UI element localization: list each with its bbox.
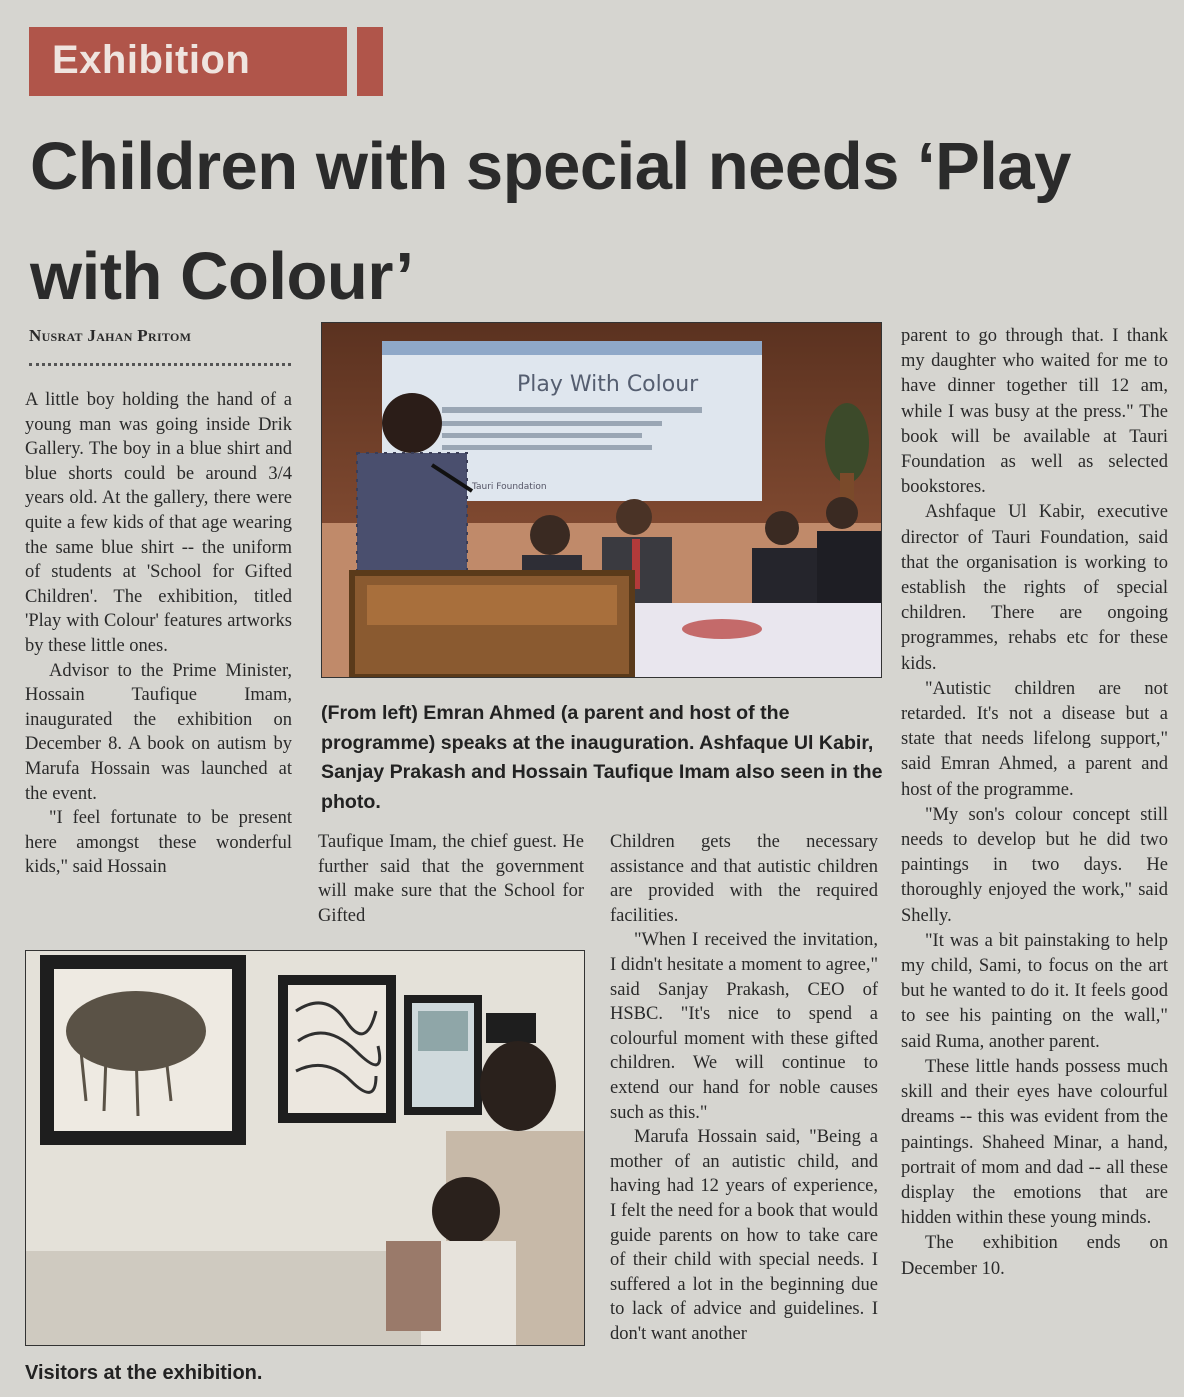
- headline: Children with special needs ‘Play with Colour’: [30, 129, 1071, 314]
- paragraph: Children gets the necessary assistance and that autistic children are provided with the required facilities.: [610, 832, 878, 926]
- article-column-3: [610, 830, 878, 1346]
- paragraph: Taufique Imam, the chief guest. He further said that the government will make sure that the School for Gifted: [318, 832, 584, 926]
- visitors-photo-image: [26, 951, 584, 1345]
- paragraph: Advisor to the Prime Minister, Hossain Taufique Imam, inaugurated the exhibition on December 8. A book on autism by Marufa Hossain was launched at the event.: [25, 660, 292, 804]
- paragraph: Marufa Hossain said, "Being a mother of an autistic child, and having had 12 years of experience, I felt the need for a book that would guide parents on how to take care of their child with special needs. I suffered a lot in the beginning due to lack of advice and guidelines. I don't want another: [610, 1127, 878, 1344]
- inauguration-photo-caption: (From left) Emran Ahmed (a parent and host of the programme) speaks at the inauguration. Ashfaque Ul Kabir, Sanjay Prakash and Hossain Taufique Imam also seen in the photo.: [321, 702, 883, 813]
- article-column-4: [901, 324, 1168, 1282]
- paragraph: The exhibition ends on December 10.: [901, 1233, 1168, 1279]
- banner-title: Play With Colour: [517, 372, 699, 397]
- article-column-2: [318, 830, 584, 928]
- paragraph: These little hands possess much skill and their eyes have colourful dreams -- this was evident from the paintings. Shaheed Minar, a hand, portrait of mom and dad -- all these display the emotions that are hidden within these young minds.: [901, 1056, 1168, 1229]
- paragraph: A little boy holding the hand of a young man was going inside Drik Gallery. The boy in a blue shirt and blue shorts could be around 3/4 years old. At the gallery, there were quite a few kids of that age wearing the same blue shirt -- the uniform of students at 'School for Gifted Children'. The exhibition, titled 'Play with Colour' features artworks by these little ones.: [25, 390, 292, 656]
- byline: Nusrat Jahan Pritom: [29, 326, 192, 345]
- article-column-1: [25, 388, 292, 880]
- paragraph: parent to go through that. I thank my daughter who waited for me to have dinner together till 12 am, while I was busy at the press." The book will be available at Tauri Foundation as well as selected bookstores.: [901, 326, 1168, 498]
- inauguration-photo: [321, 322, 882, 678]
- paragraph: "I feel fortunate to be present here amongst these wonderful kids," said Hossain: [25, 808, 292, 878]
- visitors-photo-caption: Visitors at the exhibition.: [25, 1362, 263, 1384]
- paragraph: "My son's colour concept still needs to develop but he did two paintings in two days. He thoroughly enjoyed the work," said Shelly.: [901, 804, 1168, 926]
- paragraph: "When I received the invitation, I didn't hesitate a moment to agree," said Sanjay Prakash, CEO of HSBC. "It's nice to spend a colourful moment with these gifted children. We will continue to extend our hand for noble causes such as this.": [610, 930, 878, 1123]
- visitors-photo: [25, 950, 585, 1346]
- paragraph: Ashfaque Ul Kabir, executive director of Tauri Foundation, said that the organisation is working to establish the rights of special children. There are ongoing programmes, rehabs etc for these kids.: [901, 502, 1168, 674]
- byline-divider: [29, 363, 291, 366]
- section-label: Exhibition: [52, 38, 251, 82]
- inauguration-photo-image: [322, 323, 881, 677]
- paragraph: "Autistic children are not retarded. It's not a disease but a state that needs lifelong support," said Emran Ahmed, a parent and host of the programme.: [901, 678, 1168, 800]
- paragraph: "It was a bit painstaking to help my child, Sami, to focus on the art but he wanted to do it. It feels good to see his painting on the wall," said Ruma, another parent.: [901, 930, 1168, 1052]
- section-bar-accent: [357, 27, 383, 96]
- banner-org: Tauri Foundation: [472, 482, 547, 492]
